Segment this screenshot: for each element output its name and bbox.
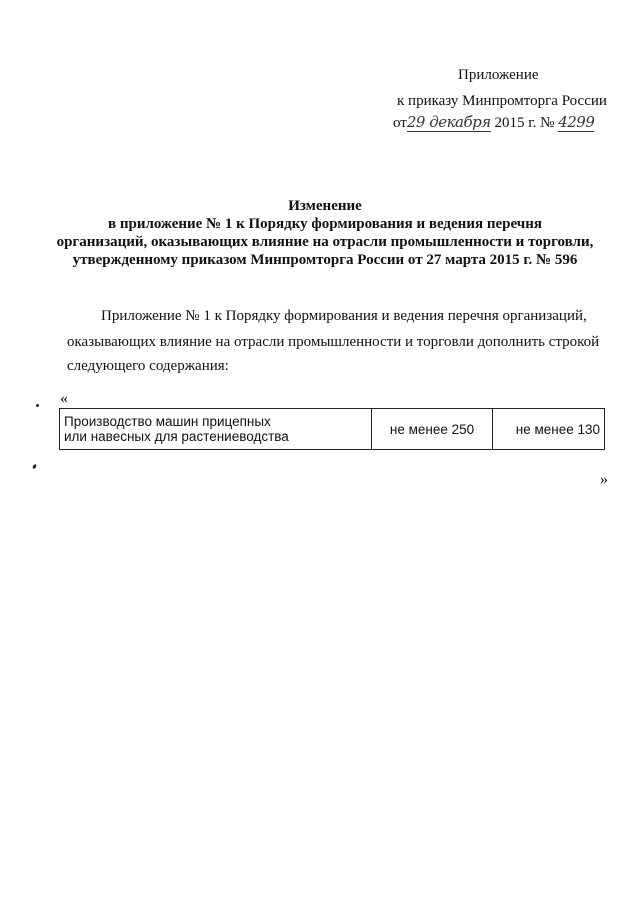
appendix-label: Приложение (458, 67, 539, 83)
scan-speck (32, 464, 37, 470)
title-line-2: в приложение № 1 к Порядку формирования и ведения перечня (108, 216, 542, 232)
handwritten-number: 4299 (558, 113, 595, 131)
order-date-line (393, 113, 594, 132)
title-line-1: Изменение (288, 198, 362, 214)
title-line-4: утвержденному приказом Минпромторга России от 27 марта 2015 г. № 596 (72, 252, 578, 268)
year-text: 2015 г. № (494, 115, 555, 131)
activity-line-1: Производство машин прицепных (64, 414, 271, 429)
activity-line-2: или навесных для растениеводства (64, 429, 289, 444)
paragraph-line-1: Приложение № 1 к Порядку формирования и ведения перечня организаций, (101, 308, 587, 324)
value-cell-1: не менее 250 (372, 409, 493, 450)
order-reference: к приказу Минпромторга России (397, 93, 607, 109)
close-quote: » (600, 471, 608, 488)
paragraph-line-3: следующего содержания: (67, 358, 229, 374)
document-title (40, 197, 610, 269)
value-cell-2: не менее 130 (493, 409, 605, 450)
handwritten-date: 29 декабря (406, 113, 491, 131)
paragraph-line-2: оказывающих влияние на отрасли промышленности и торговли дополнить строкой (67, 334, 600, 350)
scan-speck (36, 404, 39, 407)
date-prefix: от (393, 115, 407, 131)
activity-cell (60, 409, 372, 450)
list-row-table (59, 408, 605, 450)
title-line-3: организаций, оказывающих влияние на отрасли промышленности и торговли, (56, 234, 594, 250)
table-row (60, 409, 605, 450)
open-quote: « (60, 390, 68, 407)
